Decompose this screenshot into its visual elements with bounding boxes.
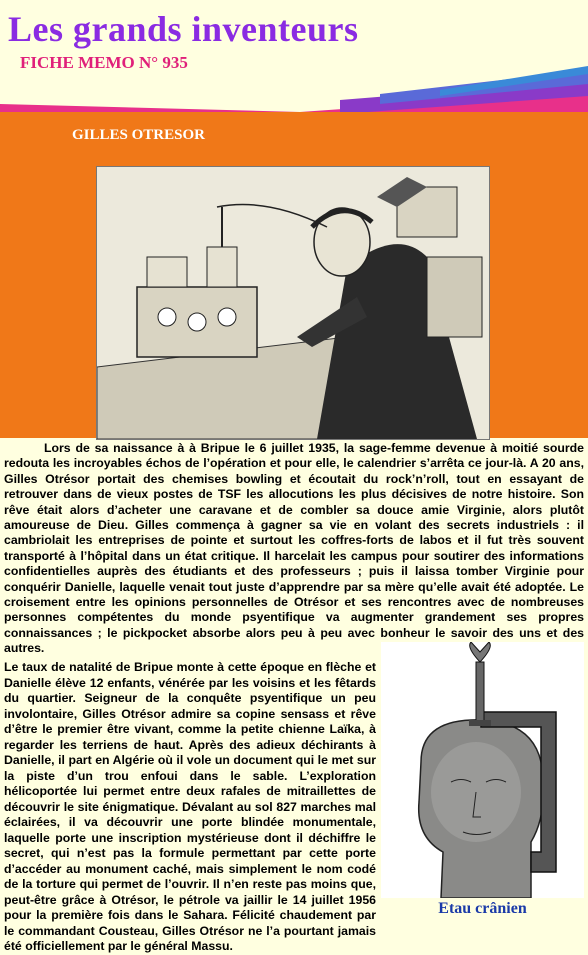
image-caption: Etau crânien — [438, 900, 527, 917]
clamp-drawing — [381, 642, 584, 898]
man-with-radio-headset-illustration — [96, 166, 490, 440]
head-with-clamp-illustration — [381, 642, 584, 898]
body-paragraph-top: Lors de sa naissance à à Bripue le 6 juillet 1935, la sage-femme devenue à moitié sourde redouta les incroyables échos de l’opération et pour elle, le calendrier s’arrêta ce jour-là. A 20 ans, Gilles Otrésor portait des chemises bowling et écoutait du rock’n’roll, tout en essayant de retrouver dans de vieux postes de TSF les allocutions les plus décisives de notre histoire. Son rêve était alors d’acheter une caravane et de combler sa douce amie Virginie, alors plutôt amoureuse de Dieu. Gilles commença à gagner sa vie en volant des secrets industriels : il cambriolait les entreprises de pointe et surtout les coffres-forts de labos et il fut très souvent transporté à l’hôpital dans un état critique. Il harcelait les campus pour soutirer des informations confidentielles auprès des étudiants et des professeurs ; puis il laissa tomber Virginie pour conquérir Danielle, laquelle venait tout juste d’apprendre par sa mère qu’elle avait été adoptée. Le croisement entre les opinions personnelles de Otrésor et ses rencontres avec de nombreuses personnes compétentes du monde psyentifique va augmenter grandement ses propres connaissances ; le pickpocket absorbe alors peu à peu avec bonheur le savoir des uns et des autres. — [4, 441, 584, 656]
body-paragraph-left: Le taux de natalité de Bripue monte à cette époque en flèche et Danielle élève 12 enfants, vénérée par les voisins et les fêtards du quartier. Seigneur de la conquête psyentifique un peu involontaire, Gilles Otrésor admire sa copine sensass et rêve d’être le premier être vivant, comme la petite chienne Laïka, à regarder les terriens de haut. Après des adieux déchirants à Danielle, il part en Algérie où il vole un document qui le met sur la piste d’un trou enfoui dans le sable. L’exploration hélicoportée lui permet entre deux rafales de mitraillettes de découvrir le site énigmatique. Dévalant au sol 827 marches mal éclairées, il va découvrir une porte blindée monumentale, laquelle porte une inscription mystérieuse dont il déchiffre le secret, qui n’est pas la formule permettant par cette porte d’accéder au monument caché, mais simplement le nom codé de la torture qui permet de l’ouvrir. Il n’en reste pas moins que, peut-être grâce à Otrésor, le pétrole va jaillir le 14 juillet 1956 pour la première fois dans le Sahara. Félicité chaudement par le commandant Cousteau, Gilles Otrésor ne l’a pourtant jamais été officiellement par le général Massu. — [4, 660, 376, 953]
page-header — [0, 0, 588, 110]
inventor-name: GILLES OTRESOR — [72, 127, 205, 143]
illustration-drawing — [97, 167, 489, 439]
page-title: Les grands inventeurs — [8, 9, 359, 49]
memo-number: FICHE MEMO N° 935 — [20, 53, 188, 72]
